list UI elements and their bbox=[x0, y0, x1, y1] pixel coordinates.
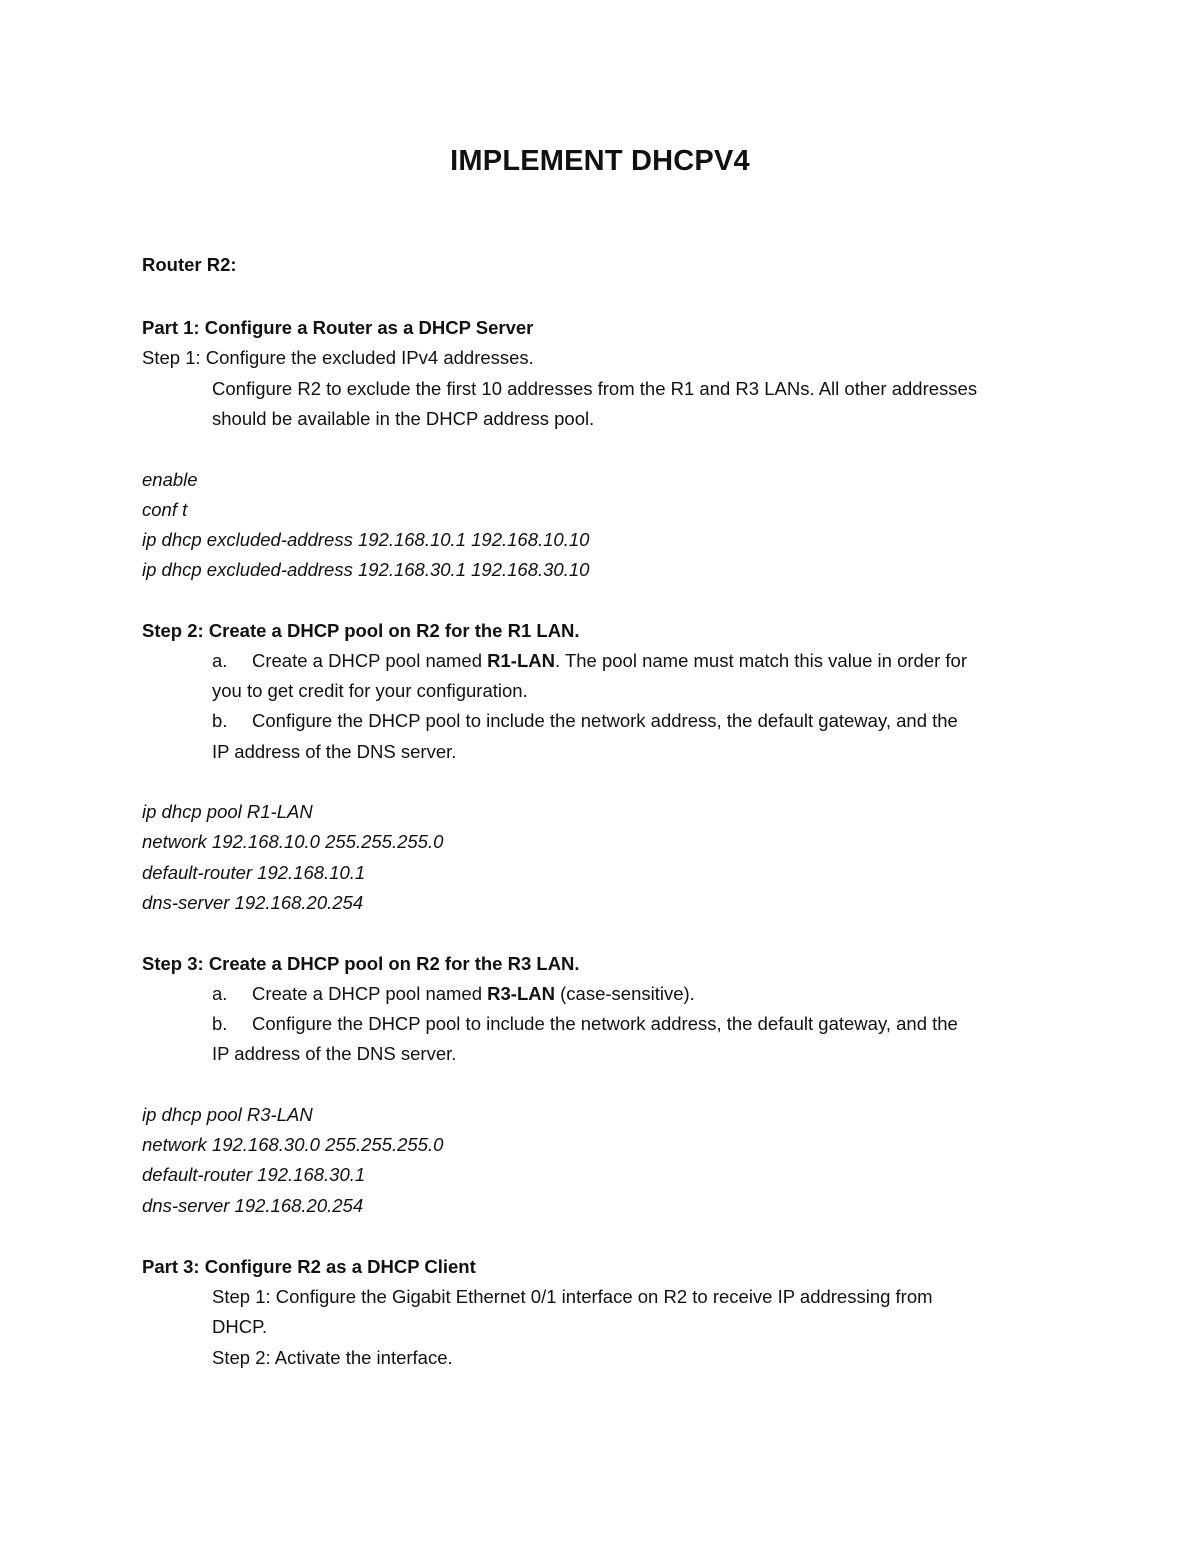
list-marker: a. bbox=[212, 650, 228, 671]
step2-item-b-line2: IP address of the DNS server. bbox=[212, 741, 457, 762]
part3-step1-line1: Step 1: Configure the Gigabit Ethernet 0/1 interface on R2 to receive IP addressing from bbox=[212, 1286, 933, 1307]
part3-step1-line2: DHCP. bbox=[212, 1316, 268, 1337]
command-line: ip dhcp pool R3-LAN bbox=[142, 1104, 313, 1125]
list-marker: b. bbox=[212, 710, 228, 731]
part1-step1-desc-line1: Configure R2 to exclude the first 10 addresses from the R1 and R3 LANs. All other addresses bbox=[212, 378, 978, 399]
step2-heading: Step 2: Create a DHCP pool on R2 for the R1 LAN. bbox=[142, 620, 580, 641]
command-line: network 192.168.30.0 255.255.255.0 bbox=[142, 1134, 444, 1155]
command-line: enable bbox=[142, 469, 198, 490]
step2-item-b-text: Configure the DHCP pool to include the network address, the default gateway, and the bbox=[252, 710, 958, 731]
list-marker: a. bbox=[212, 983, 228, 1004]
step3-item-b-line2: IP address of the DNS server. bbox=[212, 1043, 457, 1064]
part3-step2: Step 2: Activate the interface. bbox=[212, 1347, 453, 1368]
command-line: default-router 192.168.30.1 bbox=[142, 1164, 366, 1185]
router-heading: Router R2: bbox=[142, 254, 237, 275]
step3-item-a-text: Create a DHCP pool named bbox=[252, 983, 488, 1004]
step3-item-a-text-end: (case-sensitive). bbox=[555, 983, 695, 1004]
command-line: conf t bbox=[142, 499, 188, 520]
step3-item-b-text: Configure the DHCP pool to include the network address, the default gateway, and the bbox=[252, 1013, 958, 1034]
part1-heading: Part 1: Configure a Router as a DHCP Server bbox=[142, 317, 534, 338]
command-line: network 192.168.10.0 255.255.255.0 bbox=[142, 831, 444, 852]
list-marker: b. bbox=[212, 1013, 228, 1034]
command-line: ip dhcp pool R1-LAN bbox=[142, 801, 313, 822]
step2-item-a-line2: you to get credit for your configuration. bbox=[212, 680, 528, 701]
part3-heading: Part 3: Configure R2 as a DHCP Client bbox=[142, 1256, 476, 1277]
part1-step1-label: Step 1: Configure the excluded IPv4 addresses. bbox=[142, 347, 534, 368]
step2-item-a-text: Create a DHCP pool named bbox=[252, 650, 488, 671]
step2-item-b bbox=[212, 708, 958, 734]
step3-item-b bbox=[212, 1011, 958, 1037]
pool-name: R3-LAN bbox=[487, 983, 555, 1004]
document-title: IMPLEMENT DHCPV4 bbox=[450, 145, 750, 177]
step3-heading: Step 3: Create a DHCP pool on R2 for the R3 LAN. bbox=[142, 953, 580, 974]
step2-item-a-text-end: . The pool name must match this value in order for bbox=[555, 650, 967, 671]
command-line: ip dhcp excluded-address 192.168.30.1 192.168.30.10 bbox=[142, 559, 590, 580]
part1-step1-desc-line2: should be available in the DHCP address pool. bbox=[212, 408, 595, 429]
step3-item-a bbox=[212, 981, 695, 1007]
step2-item-a bbox=[212, 648, 967, 674]
command-line: dns-server 192.168.20.254 bbox=[142, 892, 364, 913]
command-line: default-router 192.168.10.1 bbox=[142, 862, 366, 883]
command-line: ip dhcp excluded-address 192.168.10.1 192.168.10.10 bbox=[142, 529, 590, 550]
command-line: dns-server 192.168.20.254 bbox=[142, 1195, 364, 1216]
pool-name: R1-LAN bbox=[487, 650, 555, 671]
